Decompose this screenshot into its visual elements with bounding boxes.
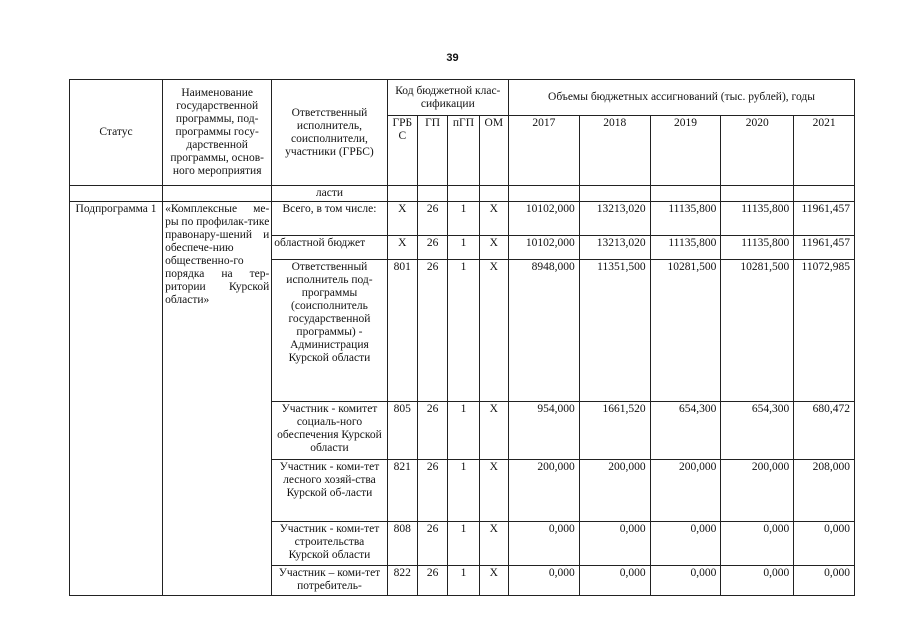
header-executor: Ответственный исполнитель, соисполнители, участники (ГРБС) <box>272 80 387 186</box>
value-cell-2019: 654,300 <box>650 402 721 460</box>
pgp-cell: 1 <box>448 202 479 236</box>
value-cell-2021: 0,000 <box>794 566 855 596</box>
value-cell-2017: 8948,000 <box>509 260 580 402</box>
value-cell-2018: 0,000 <box>579 566 650 596</box>
value-cell-2018: 0,000 <box>579 522 650 566</box>
subprogram-status: Подпрограмма 1 <box>70 202 163 596</box>
header-year-2018: 2018 <box>579 116 650 186</box>
header-year-2019: 2019 <box>650 116 721 186</box>
header-year-2017: 2017 <box>509 116 580 186</box>
value-cell-2020: 0,000 <box>721 566 794 596</box>
header-name: Наименование государственной программы, под-программы госу-дарственной программы, основ-ного мероприятия <box>163 80 272 186</box>
pgp-cell: 1 <box>448 260 479 402</box>
carry-name <box>163 186 272 202</box>
value-cell-2020: 654,300 <box>721 402 794 460</box>
pgp-cell: 1 <box>448 460 479 522</box>
value-cell-2021: 0,000 <box>794 522 855 566</box>
value-cell-2021: 680,472 <box>794 402 855 460</box>
pgp-cell: 1 <box>448 522 479 566</box>
value-cell-2018: 200,000 <box>579 460 650 522</box>
value-cell-2021: 11961,457 <box>794 202 855 236</box>
budget-table <box>69 79 855 596</box>
value-cell-2019: 0,000 <box>650 566 721 596</box>
value-cell-2020: 10281,500 <box>721 260 794 402</box>
carry-row <box>70 186 855 202</box>
value-cell-2018: 1661,520 <box>579 402 650 460</box>
executor-cell: Участник - коми-тет строительства Курской области <box>272 522 387 566</box>
header-pgp: пГП <box>448 116 479 186</box>
header-volumes: Объемы бюджетных ассигнований (тыс. рублей), годы <box>509 80 855 116</box>
grbs-cell: 808 <box>387 522 417 566</box>
om-cell: Х <box>479 202 508 236</box>
grbs-cell: 801 <box>387 260 417 402</box>
page-number: 39 <box>446 52 459 64</box>
carry-executor: ласти <box>272 186 387 202</box>
pgp-cell: 1 <box>448 566 479 596</box>
executor-cell: Участник - комитет социаль-ного обеспечения Курской области <box>272 402 387 460</box>
grbs-cell: 821 <box>387 460 417 522</box>
header-grbs: ГРБ С <box>387 116 417 186</box>
value-cell-2019: 11135,800 <box>650 236 721 260</box>
executor-cell: Участник – коми-тет потребитель- <box>272 566 387 596</box>
om-cell: Х <box>479 566 508 596</box>
om-cell: Х <box>479 260 508 402</box>
gp-cell: 26 <box>417 236 447 260</box>
value-cell-2019: 11135,800 <box>650 202 721 236</box>
om-cell: Х <box>479 402 508 460</box>
om-cell: Х <box>479 236 508 260</box>
header-year-2021: 2021 <box>794 116 855 186</box>
grbs-cell: 822 <box>387 566 417 596</box>
om-cell: Х <box>479 460 508 522</box>
value-cell-2019: 0,000 <box>650 522 721 566</box>
grbs-cell: Х <box>387 202 417 236</box>
value-cell-2017: 10102,000 <box>509 202 580 236</box>
table-row-total <box>70 202 855 236</box>
value-cell-2019: 10281,500 <box>650 260 721 402</box>
value-cell-2020: 200,000 <box>721 460 794 522</box>
value-cell-2017: 200,000 <box>509 460 580 522</box>
header-year-2020: 2020 <box>721 116 794 186</box>
pgp-cell: 1 <box>448 402 479 460</box>
gp-cell: 26 <box>417 566 447 596</box>
carry-status <box>70 186 163 202</box>
header-budget-code: Код бюджетной клас-сификации <box>387 80 508 116</box>
gp-cell: 26 <box>417 260 447 402</box>
value-cell-2017: 0,000 <box>509 566 580 596</box>
value-cell-2019: 200,000 <box>650 460 721 522</box>
value-cell-2021: 11961,457 <box>794 236 855 260</box>
value-cell-2018: 11351,500 <box>579 260 650 402</box>
value-cell-2017: 954,000 <box>509 402 580 460</box>
gp-cell: 26 <box>417 460 447 522</box>
value-cell-2021: 208,000 <box>794 460 855 522</box>
value-cell-2020: 11135,800 <box>721 202 794 236</box>
value-cell-2018: 13213,020 <box>579 202 650 236</box>
om-cell: Х <box>479 522 508 566</box>
header-om: ОМ <box>479 116 508 186</box>
value-cell-2020: 0,000 <box>721 522 794 566</box>
subprogram-name: «Комплексные ме-ры по профилак-тике правонару-шений и обеспече-нию общественно-го порядка на тер-ритории Курской области» <box>163 202 272 596</box>
header-row-1 <box>70 80 855 116</box>
value-cell-2017: 10102,000 <box>509 236 580 260</box>
gp-cell: 26 <box>417 202 447 236</box>
grbs-cell: Х <box>387 236 417 260</box>
value-cell-2018: 13213,020 <box>579 236 650 260</box>
pgp-cell: 1 <box>448 236 479 260</box>
executor-cell: областной бюджет <box>272 236 387 260</box>
value-cell-2017: 0,000 <box>509 522 580 566</box>
value-cell-2020: 11135,800 <box>721 236 794 260</box>
header-gp: ГП <box>417 116 447 186</box>
executor-cell: Участник - коми-тет лесного хозяй-ства Курской об-ласти <box>272 460 387 522</box>
grbs-cell: 805 <box>387 402 417 460</box>
value-cell-2021: 11072,985 <box>794 260 855 402</box>
gp-cell: 26 <box>417 522 447 566</box>
executor-cell: Всего, в том числе: <box>272 202 387 236</box>
executor-cell: Ответственный исполнитель под-программы (соисполнитель государственной программы) - Администрация Курской области <box>272 260 387 402</box>
gp-cell: 26 <box>417 402 447 460</box>
header-status: Статус <box>70 80 163 186</box>
